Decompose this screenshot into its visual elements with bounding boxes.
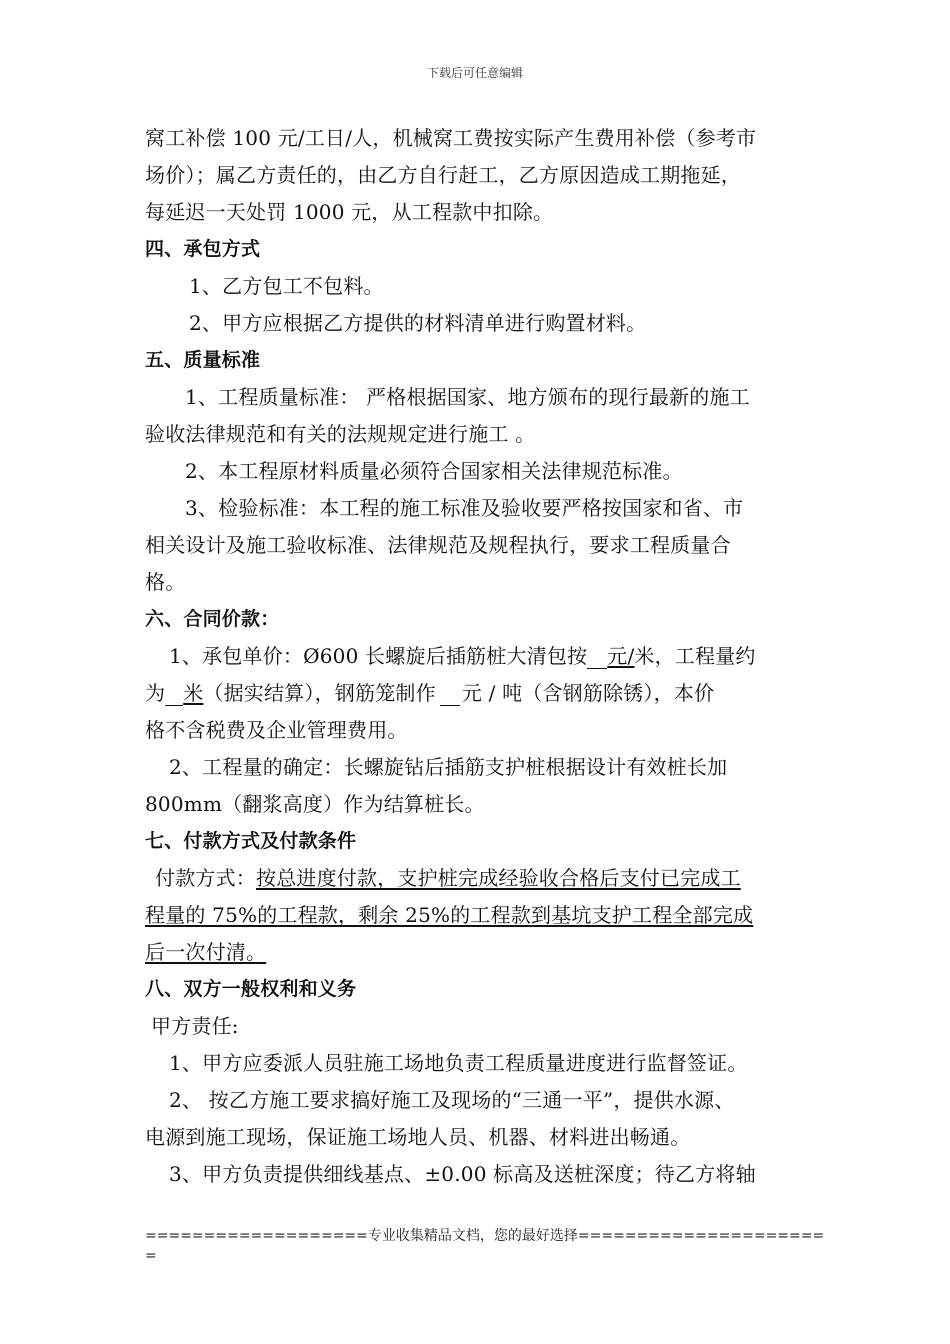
list-item: 1、乙方包工不包料。 [189,274,384,298]
section-heading: 六、合同价款： [145,608,280,630]
list-item: 3、检验标准：本工程的施工标准及验收要严格按国家和省、市 [185,496,744,520]
text-run: 1、承包单价：Ø600 长螺旋后插筋桩大清包按 [169,644,588,668]
paragraph-line: 场价）；属乙方责任的，由乙方自行赶工，乙方原因造成工期拖延， [145,163,741,187]
underlined-text: 后一次付清。 [145,940,267,964]
text-run: 元 / 吨（含钢筋除锈），本价 [461,681,715,705]
section-heading: 四、承包方式 [145,238,261,260]
section-heading: 五、质量标准 [145,349,261,371]
list-item: 2、 按乙方施工要求搞好施工及现场的“三通一平”，提供水源、 [169,1088,735,1112]
underlined-text: 元/ [607,644,635,668]
underlined-text: 按总进度付款，支护桩完成经验收合格后支付已完成工 [256,866,741,890]
section-heading: 七、付款方式及付款条件 [145,830,357,852]
underlined-text: 米 [183,681,204,705]
footer-line: = [145,1248,157,1264]
blank-field [165,681,183,706]
paragraph-line: 800mm（翻浆高度）作为结算桩长。 [145,792,485,816]
list-item: 2、本工程原材料质量必须符合国家相关法律规范标准。 [185,459,683,483]
paragraph-line: 电源到施工现场，保证施工场地人员、机器、材料进出畅通。 [145,1125,691,1149]
paragraph-line: 格不含税费及企业管理费用。 [145,718,408,742]
text-run: 米，工程量约 [634,644,756,668]
section-heading: 八、双方一般权利和义务 [145,978,357,1000]
blank-field [440,681,460,706]
document-body [145,120,810,1193]
paragraph-line: 每延迟一天处罚 1000 元，从工程款中扣除。 [145,200,554,224]
paragraph-line: 窝工补偿 100 元/工日/人，机械窝工费按实际产生费用补偿（参考市 [145,126,757,150]
footer-line: ===================专业收集精品文档，您的最好选择===================== [145,1228,825,1244]
list-item: 1、工程质量标准： 严格根据国家、地方颁布的现行最新的施工 [185,385,750,409]
page-header: 下载后可任意编辑 [426,66,523,80]
text-run: 为 [145,681,166,705]
text-run: （据实结算），钢筋笼制作 [203,681,436,705]
paragraph-line [145,860,810,897]
list-item: 1、甲方应委派人员驻施工场地负责工程质量进度进行监督签证。 [169,1051,748,1075]
underlined-text: 程量的 75%的工程款，剩余 25%的工程款到基坑支护工程全部完成 [145,903,754,927]
subheading: 甲方责任: [151,1014,239,1038]
text-run: 付款方式： [155,866,256,890]
paragraph-line: 验收法律规范和有关的法规规定进行施工 。 [145,422,536,446]
list-item: 2、工程量的确定：长螺旋钻后插筋支护桩根据设计有效桩长加 [169,755,728,779]
page-footer [145,1226,825,1266]
list-item: 2、甲方应根据乙方提供的材料清单进行购置材料。 [189,311,647,335]
paragraph-line: 格。 [145,570,186,594]
list-item [145,638,810,675]
paragraph-line [145,934,810,971]
paragraph-line: 相关设计及施工验收标准、法律规范及规程执行，要求工程质量合 [145,533,731,557]
paragraph-line [145,897,810,934]
blank-field [587,644,607,669]
list-item: 3、甲方负责提供细线基点、±0.00 标高及送桩深度；待乙方将轴 [169,1162,756,1186]
paragraph-line [145,675,810,712]
